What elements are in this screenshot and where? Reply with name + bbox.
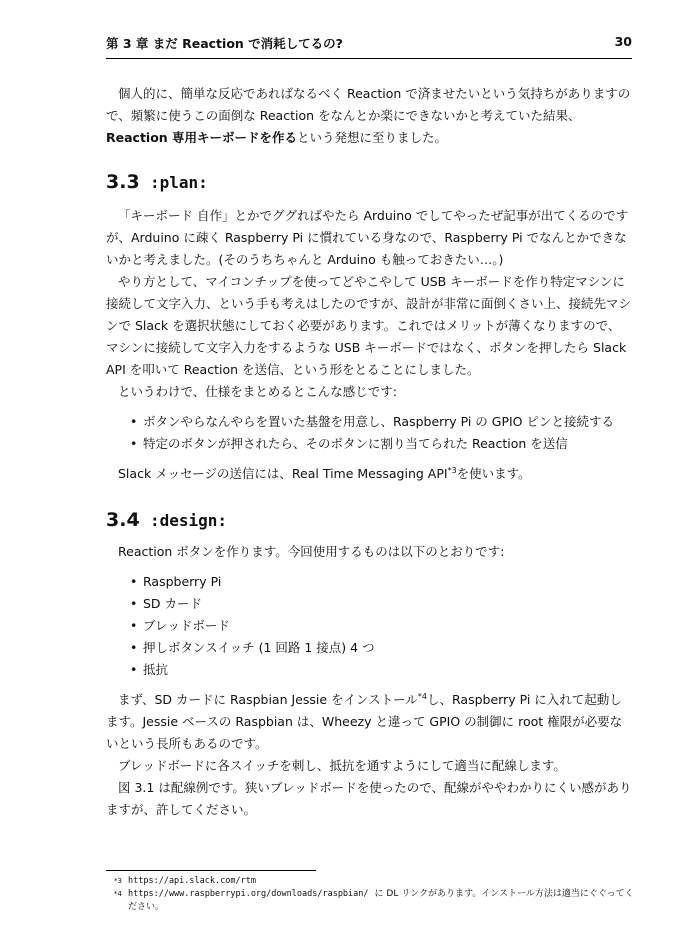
list-item: • SD カード	[130, 593, 632, 615]
footnote-4	[106, 888, 636, 914]
footnote-mark: *3	[114, 877, 122, 885]
plan-spec-list	[106, 411, 632, 455]
footnote-url[interactable]: https://api.slack.com/rtm	[128, 876, 256, 886]
slack-note-text: Slack メッセージの送信には、Real Time Messaging API	[118, 466, 448, 481]
design-paragraph-2: ブレッドボードに各スイッチを刺し、抵抗を通すようにして適当に配線します。	[118, 758, 566, 773]
list-item: • 特定のボタンが押されたら、そのボタンに割り当てられた Reaction を送信	[130, 433, 632, 455]
list-item: • ボタンやらなんやらを置いた基盤を用意し、Raspberry Pi の GPIO ピンと接続する	[130, 411, 632, 433]
intro-text: 個人的に、簡単な反応であればなるべく Reaction で済ませたいという気持ちがありますので、頻繁に使うこの面倒な Reaction をなんとか楽にできないかと考えていた結果、	[106, 86, 631, 123]
intro-paragraph	[106, 83, 632, 149]
plan-paragraph-2: やり方として、マイコンチップを使ってどやこやして USB キーボードを作り特定マシンに接続して文字入力、という手も考えはしたのですが、設計が非常に面倒くさい上、接続先マシンで Slack を選択状態にしておく必要があります。これではメリットが薄くなりますので、マシンに接続して文字入力をするような USB キーボードではなく、ボタンを押したら Slack API を叩いて Reaction を送信、という形をとることにしました。	[106, 274, 632, 377]
design-paragraph-3: 図 3.1 は配線例です。狭いブレッドボードを使ったので、配線がややわかりにくい感がありますが、許してください。	[106, 780, 632, 817]
parts-list	[106, 571, 632, 681]
running-header	[106, 34, 632, 59]
section-number: 3.4	[106, 509, 140, 531]
slack-note-paragraph	[106, 463, 632, 485]
footnote-ref-3[interactable]: *3	[447, 465, 457, 475]
intro-text-end: という発想に至りました。	[297, 130, 448, 145]
list-item: • 押しボタンスイッチ (1 回路 1 接点) 4 つ	[130, 637, 632, 659]
footnotes	[106, 870, 636, 914]
plan-paragraph-1: 「キーボード 自作」とかでググればやたら Arduino でしてやったぜ記事が出てくるのですが、Arduino に疎く Raspberry Pi に慣れている身なので、Raspberry Pi でなんとかできないかと考えました。(そのうちちゃんと Arduino も触っておきたい…。)	[106, 208, 629, 267]
section-number: 3.3	[106, 171, 140, 193]
footnote-ref-4[interactable]: *4	[417, 691, 427, 701]
list-item: • ブレッドボード	[130, 615, 632, 637]
footnote-rule	[106, 870, 316, 871]
design-lead-paragraph: Reaction ボタンを作ります。今回使用するものは以下のとおりです:	[118, 544, 505, 559]
footnote-text: に DL リンクがあります。インストール方法は適当にぐぐってください。	[128, 889, 634, 912]
list-item: • 抵抗	[130, 659, 632, 681]
section-heading-plan	[106, 171, 632, 193]
intro-bold-text: Reaction 専用キーボードを作る	[106, 130, 298, 145]
plan-paragraph-3: というわけで、仕様をまとめるとこんな感じです:	[118, 384, 397, 399]
document-page	[106, 34, 632, 821]
design-paragraph-1	[106, 689, 632, 755]
page-number: 30	[614, 34, 632, 49]
chapter-title: 第 3 章 まだ Reaction で消耗してるの?	[106, 36, 343, 51]
slack-note-text-end: を使います。	[456, 466, 531, 481]
section-title: :plan:	[150, 173, 208, 192]
list-item: • Raspberry Pi	[130, 571, 632, 593]
footnote-mark: *4	[114, 890, 122, 898]
section-heading-design	[106, 509, 632, 531]
footnote-url[interactable]: https://www.raspberrypi.org/downloads/raspbian/	[128, 889, 369, 899]
design-text-end: し、Raspberry Pi に入れて起動します。Jessie ベースの Raspbian は、Wheezy と違って GPIO の制御に root 権限が必要ないという長所もあるのです。	[106, 692, 623, 751]
footnote-3	[106, 875, 636, 888]
section-title: :design:	[150, 511, 228, 530]
design-text: まず、SD カードに Raspbian Jessie をインストール	[118, 692, 418, 707]
